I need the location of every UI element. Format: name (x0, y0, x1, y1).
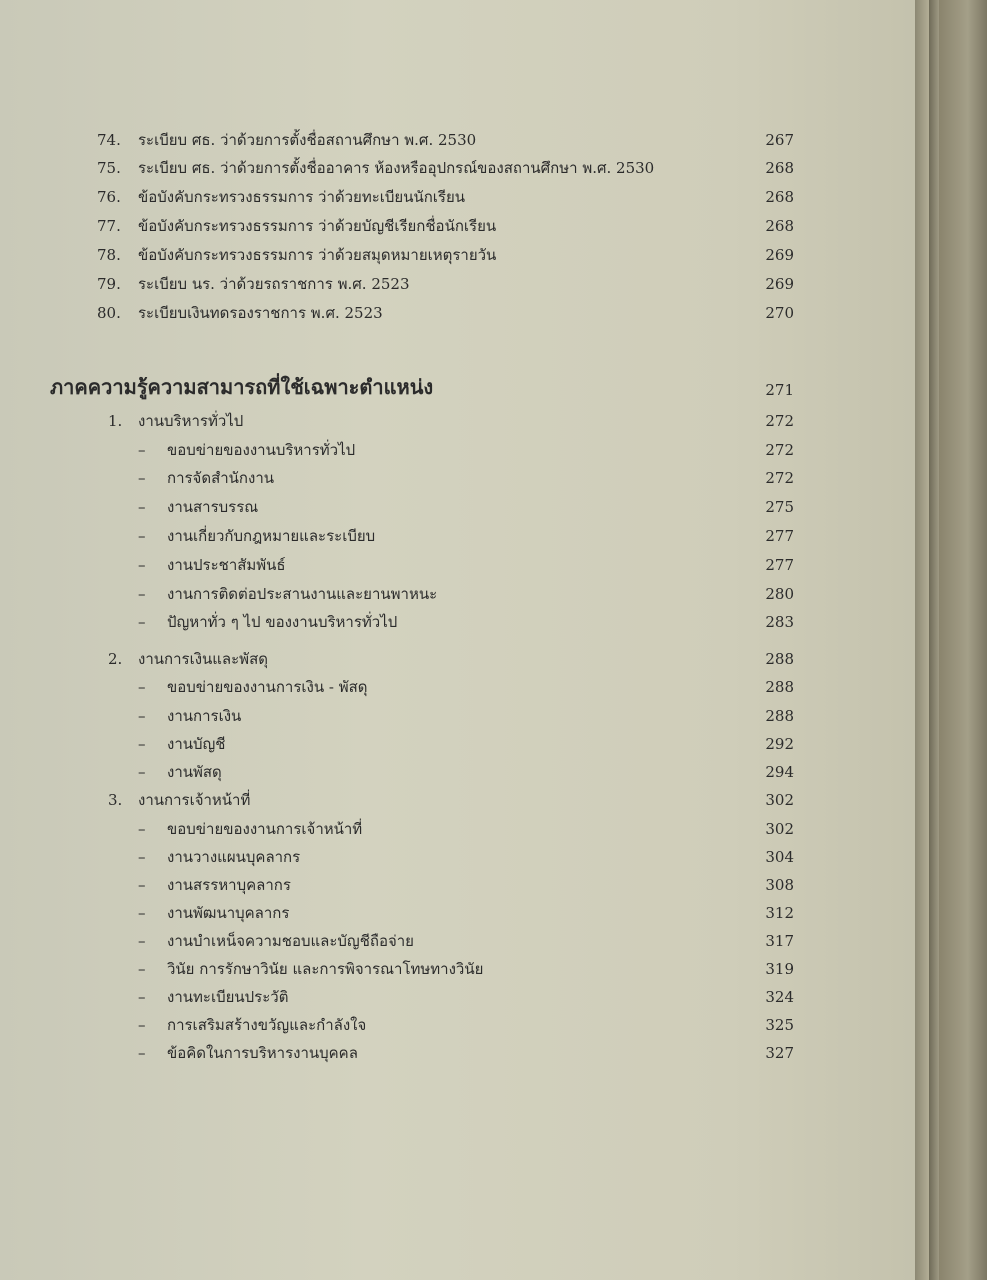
item-title: ขอบข่ายของงานการเงิน - พัสดุ (167, 678, 368, 696)
dash-marker: – (138, 469, 146, 487)
dash-marker: – (138, 498, 146, 516)
entry-page: 268 (765, 217, 794, 235)
item-title: งานพัฒนาบุคลากร (167, 904, 290, 922)
subsection-number: 1. (108, 412, 123, 430)
item-title: ปัญหาทั่ว ๆ ไป ของงานบริหารทั่วไป (167, 613, 398, 631)
entry-number: 79. (97, 275, 121, 293)
item-page: 292 (765, 735, 794, 753)
item-page: 275 (765, 498, 794, 516)
item-page: 277 (765, 556, 794, 574)
entry-number: 78. (97, 246, 121, 264)
item-title: งานการติดต่อประสานงานและยานพาหนะ (167, 585, 438, 603)
dash-marker: – (138, 735, 146, 753)
entry-title: ระเบียบ ศธ. ว่าด้วยการตั้งชื่ออาคาร ห้องหรืออุปกรณ์ของสถานศึกษา พ.ศ. 2530 (138, 159, 655, 177)
entry-number: 75. (97, 159, 121, 177)
dash-marker: – (138, 585, 146, 603)
entry-page: 270 (765, 304, 794, 322)
dash-marker: – (138, 613, 146, 631)
entry-title: ข้อบังคับกระทรวงธรรมการ ว่าด้วยสมุดหมายเหตุรายวัน (138, 246, 497, 264)
item-page: 294 (765, 763, 794, 781)
item-page: 317 (765, 932, 794, 950)
item-page: 288 (765, 678, 794, 696)
item-title: งานประชาสัมพันธ์ (167, 556, 286, 574)
item-page: 327 (765, 1044, 794, 1062)
entry-number: 76. (97, 188, 121, 206)
dash-marker: – (138, 932, 146, 950)
subsection-title: งานการเงินและพัสดุ (138, 650, 268, 668)
entry-page: 268 (765, 159, 794, 177)
entry-page: 269 (765, 275, 794, 293)
subsection-page: 302 (765, 791, 794, 809)
item-page: 325 (765, 1016, 794, 1034)
item-title: ขอบข่ายของงานบริหารทั่วไป (167, 441, 356, 459)
page-edge (939, 0, 987, 1280)
item-title: งานบัญชี (167, 735, 226, 753)
item-title: งานเกี่ยวกับกฎหมายและระเบียบ (167, 527, 376, 545)
page-edge (915, 0, 929, 1280)
subsection-page: 272 (765, 412, 794, 430)
item-page: 324 (765, 988, 794, 1006)
item-title: การจัดสำนักงาน (167, 469, 275, 487)
item-title: งานสรรหาบุคลากร (167, 876, 291, 894)
entry-number: 74. (97, 131, 121, 149)
dash-marker: – (138, 904, 146, 922)
dash-marker: – (138, 678, 146, 696)
item-page: 280 (765, 585, 794, 603)
item-title: ข้อคิดในการบริหารงานบุคคล (167, 1044, 358, 1062)
item-page: 288 (765, 707, 794, 725)
item-page: 308 (765, 876, 794, 894)
subsection-title: งานบริหารทั่วไป (138, 412, 244, 430)
item-title: งานทะเบียนประวัติ (167, 988, 289, 1006)
item-page: 302 (765, 820, 794, 838)
entry-page: 269 (765, 246, 794, 264)
subsection-number: 3. (108, 791, 123, 809)
item-page: 304 (765, 848, 794, 866)
page-edge (929, 0, 939, 1280)
entry-title: ข้อบังคับกระทรวงธรรมการ ว่าด้วยทะเบียนนักเรียน (138, 188, 466, 206)
item-page: 272 (765, 469, 794, 487)
item-title: วินัย การรักษาวินัย และการพิจารณาโทษทางวินัย (167, 960, 484, 978)
item-title: งานวางแผนบุคลากร (167, 848, 301, 866)
entry-page: 267 (765, 131, 794, 149)
item-title: งานบำเหน็จความชอบและบัญชีถือจ่าย (167, 932, 414, 950)
subsection-number: 2. (108, 650, 123, 668)
section-page: 271 (765, 381, 794, 399)
entry-title: ระเบียบ ศธ. ว่าด้วยการตั้งชื่อสถานศึกษา พ.ศ. 2530 (138, 131, 477, 149)
dash-marker: – (138, 876, 146, 894)
section-title: ภาคความรู้ความสามารถที่ใช้เฉพาะตำแหน่ง (50, 375, 434, 399)
item-page: 283 (765, 613, 794, 631)
item-page: 312 (765, 904, 794, 922)
item-title: การเสริมสร้างขวัญและกำลังใจ (167, 1016, 367, 1034)
subsection-page: 288 (765, 650, 794, 668)
subsection-title: งานการเจ้าหน้าที่ (138, 791, 251, 809)
item-page: 319 (765, 960, 794, 978)
dash-marker: – (138, 527, 146, 545)
entry-number: 80. (97, 304, 121, 322)
item-title: งานสารบรรณ (167, 498, 259, 516)
dash-marker: – (138, 707, 146, 725)
dash-marker: – (138, 556, 146, 574)
dash-marker: – (138, 848, 146, 866)
item-title: ขอบข่ายของงานการเจ้าหน้าที่ (167, 820, 363, 838)
dash-marker: – (138, 1016, 146, 1034)
dash-marker: – (138, 441, 146, 459)
dash-marker: – (138, 820, 146, 838)
entry-title: ข้อบังคับกระทรวงธรรมการ ว่าด้วยบัญชีเรียกชื่อนักเรียน (138, 217, 497, 235)
entry-page: 268 (765, 188, 794, 206)
entry-title: ระเบียบ นร. ว่าด้วยรถราชการ พ.ศ. 2523 (138, 275, 410, 293)
item-title: งานพัสดุ (167, 763, 222, 781)
entry-title: ระเบียบเงินทดรองราชการ พ.ศ. 2523 (138, 304, 383, 322)
dash-marker: – (138, 763, 146, 781)
entry-number: 77. (97, 217, 121, 235)
item-page: 272 (765, 441, 794, 459)
item-title: งานการเงิน (167, 707, 242, 725)
dash-marker: – (138, 988, 146, 1006)
item-page: 277 (765, 527, 794, 545)
dash-marker: – (138, 1044, 146, 1062)
dash-marker: – (138, 960, 146, 978)
